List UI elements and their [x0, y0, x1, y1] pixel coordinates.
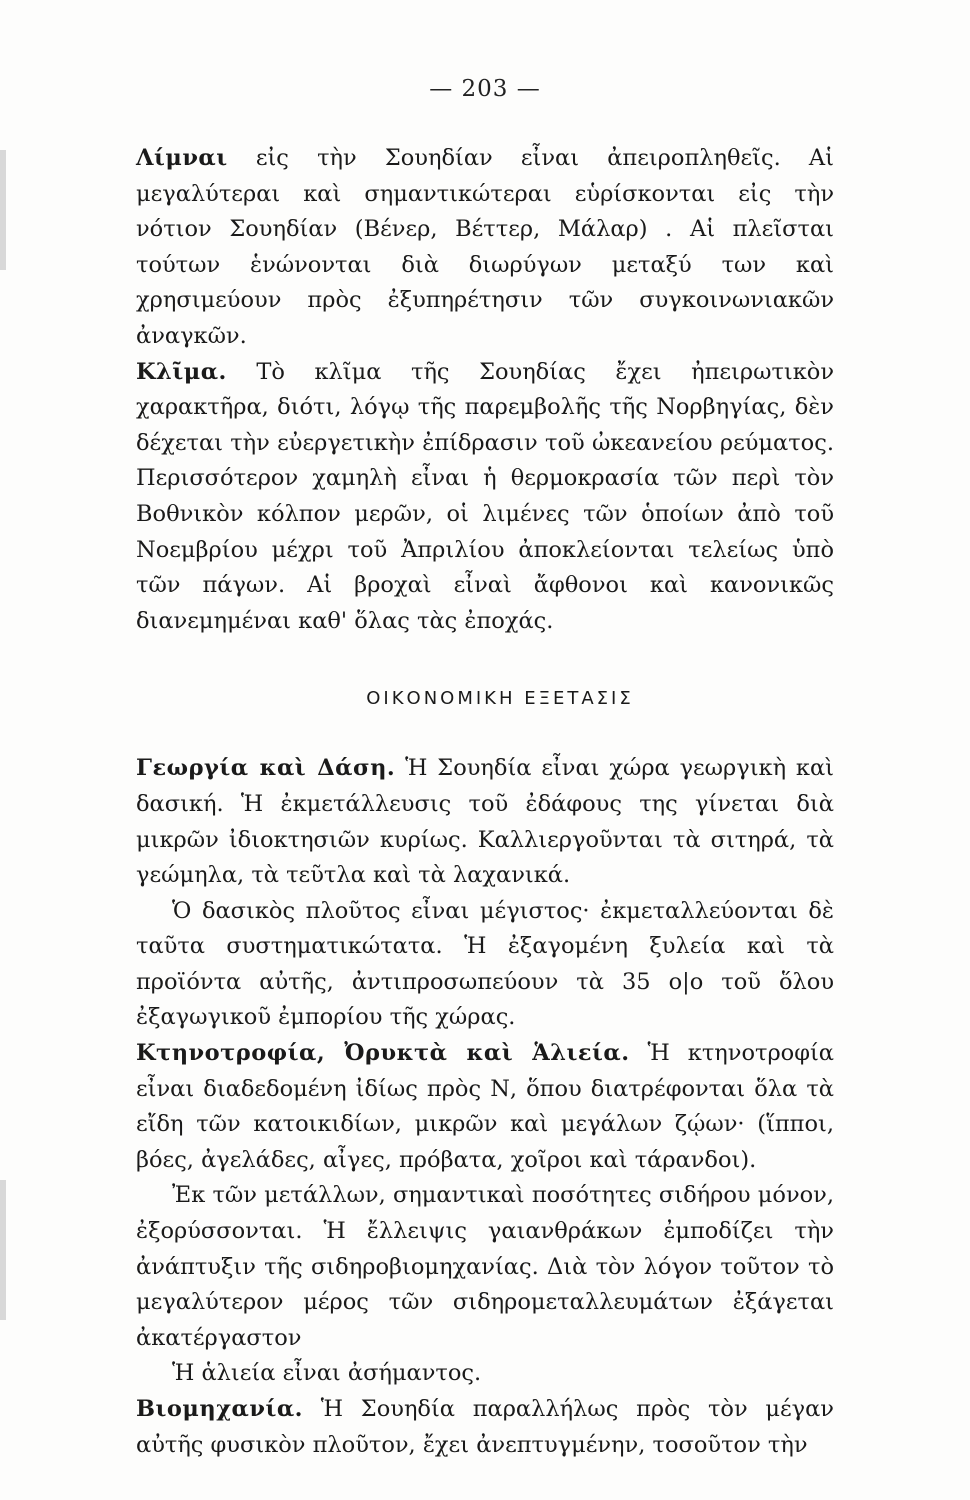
paragraph-body: Ἡ ἁλιεία εἶναι ἀσήμαντος. [172, 1360, 482, 1387]
heading-lakes: Λίμναι [136, 145, 228, 171]
heading-agriculture: Γεωργία καὶ Δάση. [136, 755, 396, 782]
paragraph-body: εἰς τὴν Σουηδίαν εἶναι ἀπειροπληθεῖς. Αἱ μεγαλύτεραι καὶ σημαντικώτεραι εὑρίσκονται εἰς τὴν νότιον Σουηδίαν (Βένερ, Βέττερ, Μάλαρ) . Αἱ πλεῖσται τούτων ἑνώνονται διὰ διωρύγων μεταξύ των καὶ χρησιμεύουν πρὸς ἐξυπηρέτησιν τῶν συγκοινωνιακῶν ἀναγκῶν. [136, 145, 834, 349]
heading-industry: Βιομηχανία. [136, 1396, 303, 1422]
page-text [136, 141, 834, 1463]
heading-climate: Κλῖμα. [136, 358, 227, 385]
paragraph-metals [136, 1178, 834, 1356]
paragraph-industry [136, 1392, 834, 1463]
paragraph-lakes [136, 141, 834, 355]
paragraph-forestry [136, 894, 834, 1036]
paragraph-body: Ὁ δασικὸς πλοῦτος εἶναι μέγιστος· ἐκμεταλλεύονται δὲ ταῦτα συστηματικώτατα. Ἡ ἐξαγομένη ξυλεία καὶ τὰ προϊόντα αὐτῆς, ἀντιπροσωπεύουν τὰ 35 ο|ο τοῦ ὅλου ἐξαγωγικοῦ ἐμπορίου τῆς χώρας. [136, 897, 834, 1031]
paragraph-body: Ἡ κτηνοτροφία εἶναι διαδεδομένη ἰδίως πρὸς Ν, ὅπου διατρέφονται ὅλα τὰ εἴδη τῶν κατοικιδίων, μικρῶν καὶ μεγάλων ζῴων· (ἵπποι, βόες, ἀγελάδες, αἶγες, πρόβατα, χοῖροι καὶ τάρανδοι). [136, 1040, 834, 1173]
paragraph-body: Ἐκ τῶν μετάλλων, σημαντικαὶ ποσότητες σιδήρου μόνον, ἐξορύσσονται. Ἡ ἔλλειψις γαιανθράκων ἐμποδίζει τὴν ἀνάπτυξιν τῆς σιδηροβιομηχανίας. Διὰ τὸν λόγον τοῦτον τὸ μεγαλύτερον μέρος τῶν σιδηρομεταλλευμάτων ἐξάγεται ἀκατέργαστον [136, 1182, 834, 1351]
paragraph-climate [136, 355, 834, 640]
paragraph-fishing [136, 1356, 834, 1392]
paragraph-body: Τὸ κλῖμα τῆς Σουηδίας ἔχει ἠπειρωτικὸν χαρακτῆρα, διότι, λόγῳ τῆς παρεμβολῆς τῆς Νορβηγίας, δὲν δέχεται τὴν εὐεργετικὴν ἐπίδρασιν τοῦ ὠκεανείου ρεύματος. Περισσότερον χαμηλὴ εἶναι ἡ θερμοκρασία τῶν περὶ τὸν Βοθνικὸν κόλπον μερῶν, οἱ λιμένες τῶν ὁποίων ἀπὸ τοῦ Νοεμβρίου μέχρι τοῦ Ἀπριλίου ἀποκλείονται τελείως ὑπὸ τῶν πάγων. Αἱ βροχαὶ εἶναὶ ἄφθονοι καὶ κανονικῶς διανεμημέναι καθ' ὅλας τὰς ἐποχάς. [136, 358, 834, 634]
heading-livestock: Κτηνοτροφία, Ὀρυκτὰ καὶ Ἁλιεία. [136, 1040, 630, 1067]
paragraph-agriculture [136, 751, 834, 893]
paragraph-livestock [136, 1036, 834, 1178]
paragraph-body: Ἡ Σουηδία εἶναι χώρα γεωργικὴ καὶ δασική. Ἡ ἐκμετάλλευσις τοῦ ἐδάφους της γίνεται διὰ μικρῶν ἰδιοκτησιῶν κυρίως. Καλλιεργοῦνται τὰ σιτηρά, τὰ γεώμηλα, τὰ τεῦτλα καὶ τὰ λαχανικά. [136, 755, 834, 889]
page-edge-mark [0, 1180, 6, 1320]
paragraph-body: Ἡ Σουηδία παραλλήλως πρὸς τὸν μέγαν αὐτῆς φυσικὸν πλοῦτον, ἔχει ἀνεπτυγμένην, τοσοῦτον τὴν [136, 1396, 834, 1458]
section-title: ΟΙΚΟΝΟΜΙΚΗ ΕΞΕΤΑΣΙΣ [366, 688, 634, 710]
page-number: — 203 — [429, 76, 541, 102]
page-edge-mark [0, 150, 6, 270]
